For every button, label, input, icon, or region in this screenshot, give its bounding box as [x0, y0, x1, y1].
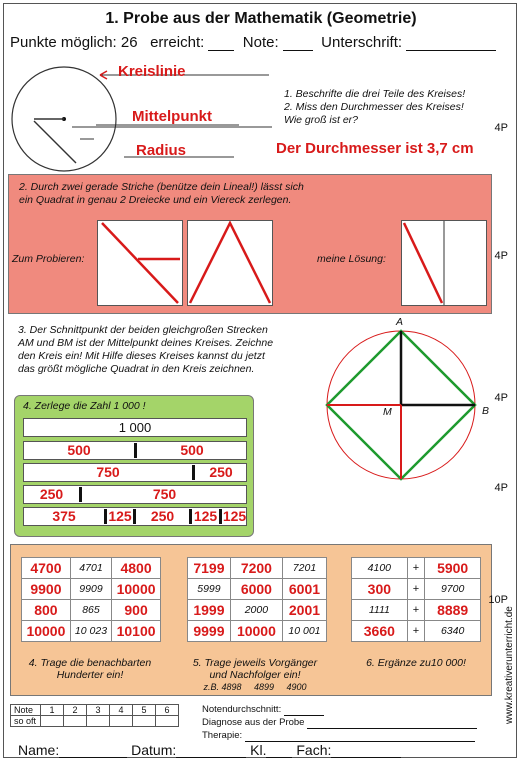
row-top: 1 000: [23, 418, 247, 437]
try-label: Zum Probieren:: [12, 253, 85, 265]
name-line: Name: Datum: Kl. Fach:: [18, 742, 401, 758]
label-mittelpunkt: Mittelpunkt: [132, 108, 212, 125]
website-credit: www.kreativerunterricht.de: [504, 606, 515, 724]
reached-field[interactable]: [208, 37, 234, 51]
caption-2: 5. Trage jeweils Vorgänger und Nachfolger ein! z.B. 4898 4899 4900: [192, 657, 318, 692]
signature-label: Unterschrift:: [321, 34, 403, 51]
grade-label: Note:: [242, 34, 279, 51]
diameter-answer: Der Durchmesser ist 3,7 cm: [276, 140, 474, 157]
caption-1: 4. Trage die benachbarten Hunderter ein!: [28, 657, 152, 681]
task1-instructions: 1. Beschrifte die drei Teile des Kreises! 2. Miss den Durchmesser des Kreises! Wie groß ist er?: [284, 88, 466, 126]
try-square-1[interactable]: [97, 220, 183, 306]
task5-points: 10P: [488, 594, 508, 606]
task5-box: [10, 544, 492, 696]
score-line: [10, 34, 496, 51]
task3-points: 4P: [494, 392, 508, 404]
task4-title: 4. Zerlege die Zahl 1 000 !: [23, 400, 146, 412]
row-3[interactable]: 250 750: [23, 485, 247, 504]
caption-3: 6. Ergänze zu10 000!: [366, 657, 466, 669]
solution-label: meine Lösung:: [317, 253, 386, 265]
task1-points: 4P: [494, 122, 508, 134]
task2-instructions: 2. Durch zwei gerade Striche (benütze dein Lineal!) lässt sich ein Quadrat in genau 2 Dreiecke und ein Viereck zerlegen.: [19, 181, 304, 206]
task2-box: [8, 174, 492, 314]
diagnosis-block: Notendurchschnitt: Diagnose aus der Probe Therapie:: [202, 703, 477, 742]
row-4[interactable]: 375 125 250 125 125: [23, 507, 247, 526]
solution-square[interactable]: [401, 220, 487, 306]
neighbors-table: 7199 7200 7201 5999 6000 6001 1999 2000 2001 9999 10000 10 001: [187, 557, 327, 642]
page-title: 1. Probe aus der Mathematik (Geometrie): [105, 10, 417, 27]
task4-box: [14, 395, 254, 537]
square-in-circle-figure: [320, 324, 490, 484]
task3-instructions: 3. Der Schnittpunkt der beiden gleichgroßen Strecken AM und BM ist der Mittelpunkt deines Kreises. Zeichne den Kreis ein! Mit Hilfe dieses Kreises kannst du jetzt das größt mögliche Quadrat in den Kreis zeichnen.: [18, 324, 274, 375]
row-2[interactable]: 750 250: [23, 463, 247, 482]
signature-field[interactable]: [406, 37, 496, 51]
row-1[interactable]: 500 500: [23, 441, 247, 460]
task4-points: 4P: [494, 482, 508, 494]
point-m: M: [383, 406, 392, 418]
grade-field[interactable]: [283, 37, 313, 51]
point-a: A: [396, 316, 404, 328]
grade-table: Note 1 2 3 4 5 6 so oft: [10, 704, 179, 727]
complement-table: 4100 + 5900 300 + 9700 1111 + 8889 3660 + 6340: [351, 557, 481, 642]
label-radius: Radius: [136, 142, 187, 159]
point-b: B: [482, 405, 490, 417]
reached-label: erreicht:: [150, 34, 205, 51]
hundreds-table: 4700 4701 4800 9900 9909 10000 800 865 900 10000 10 023 10100: [21, 557, 161, 642]
worksheet: [3, 3, 517, 758]
points-possible: Punkte möglich: 26: [10, 34, 138, 51]
try-square-2[interactable]: [187, 220, 273, 306]
label-kreislinie: Kreislinie: [118, 63, 186, 80]
task2-points: 4P: [494, 250, 508, 262]
